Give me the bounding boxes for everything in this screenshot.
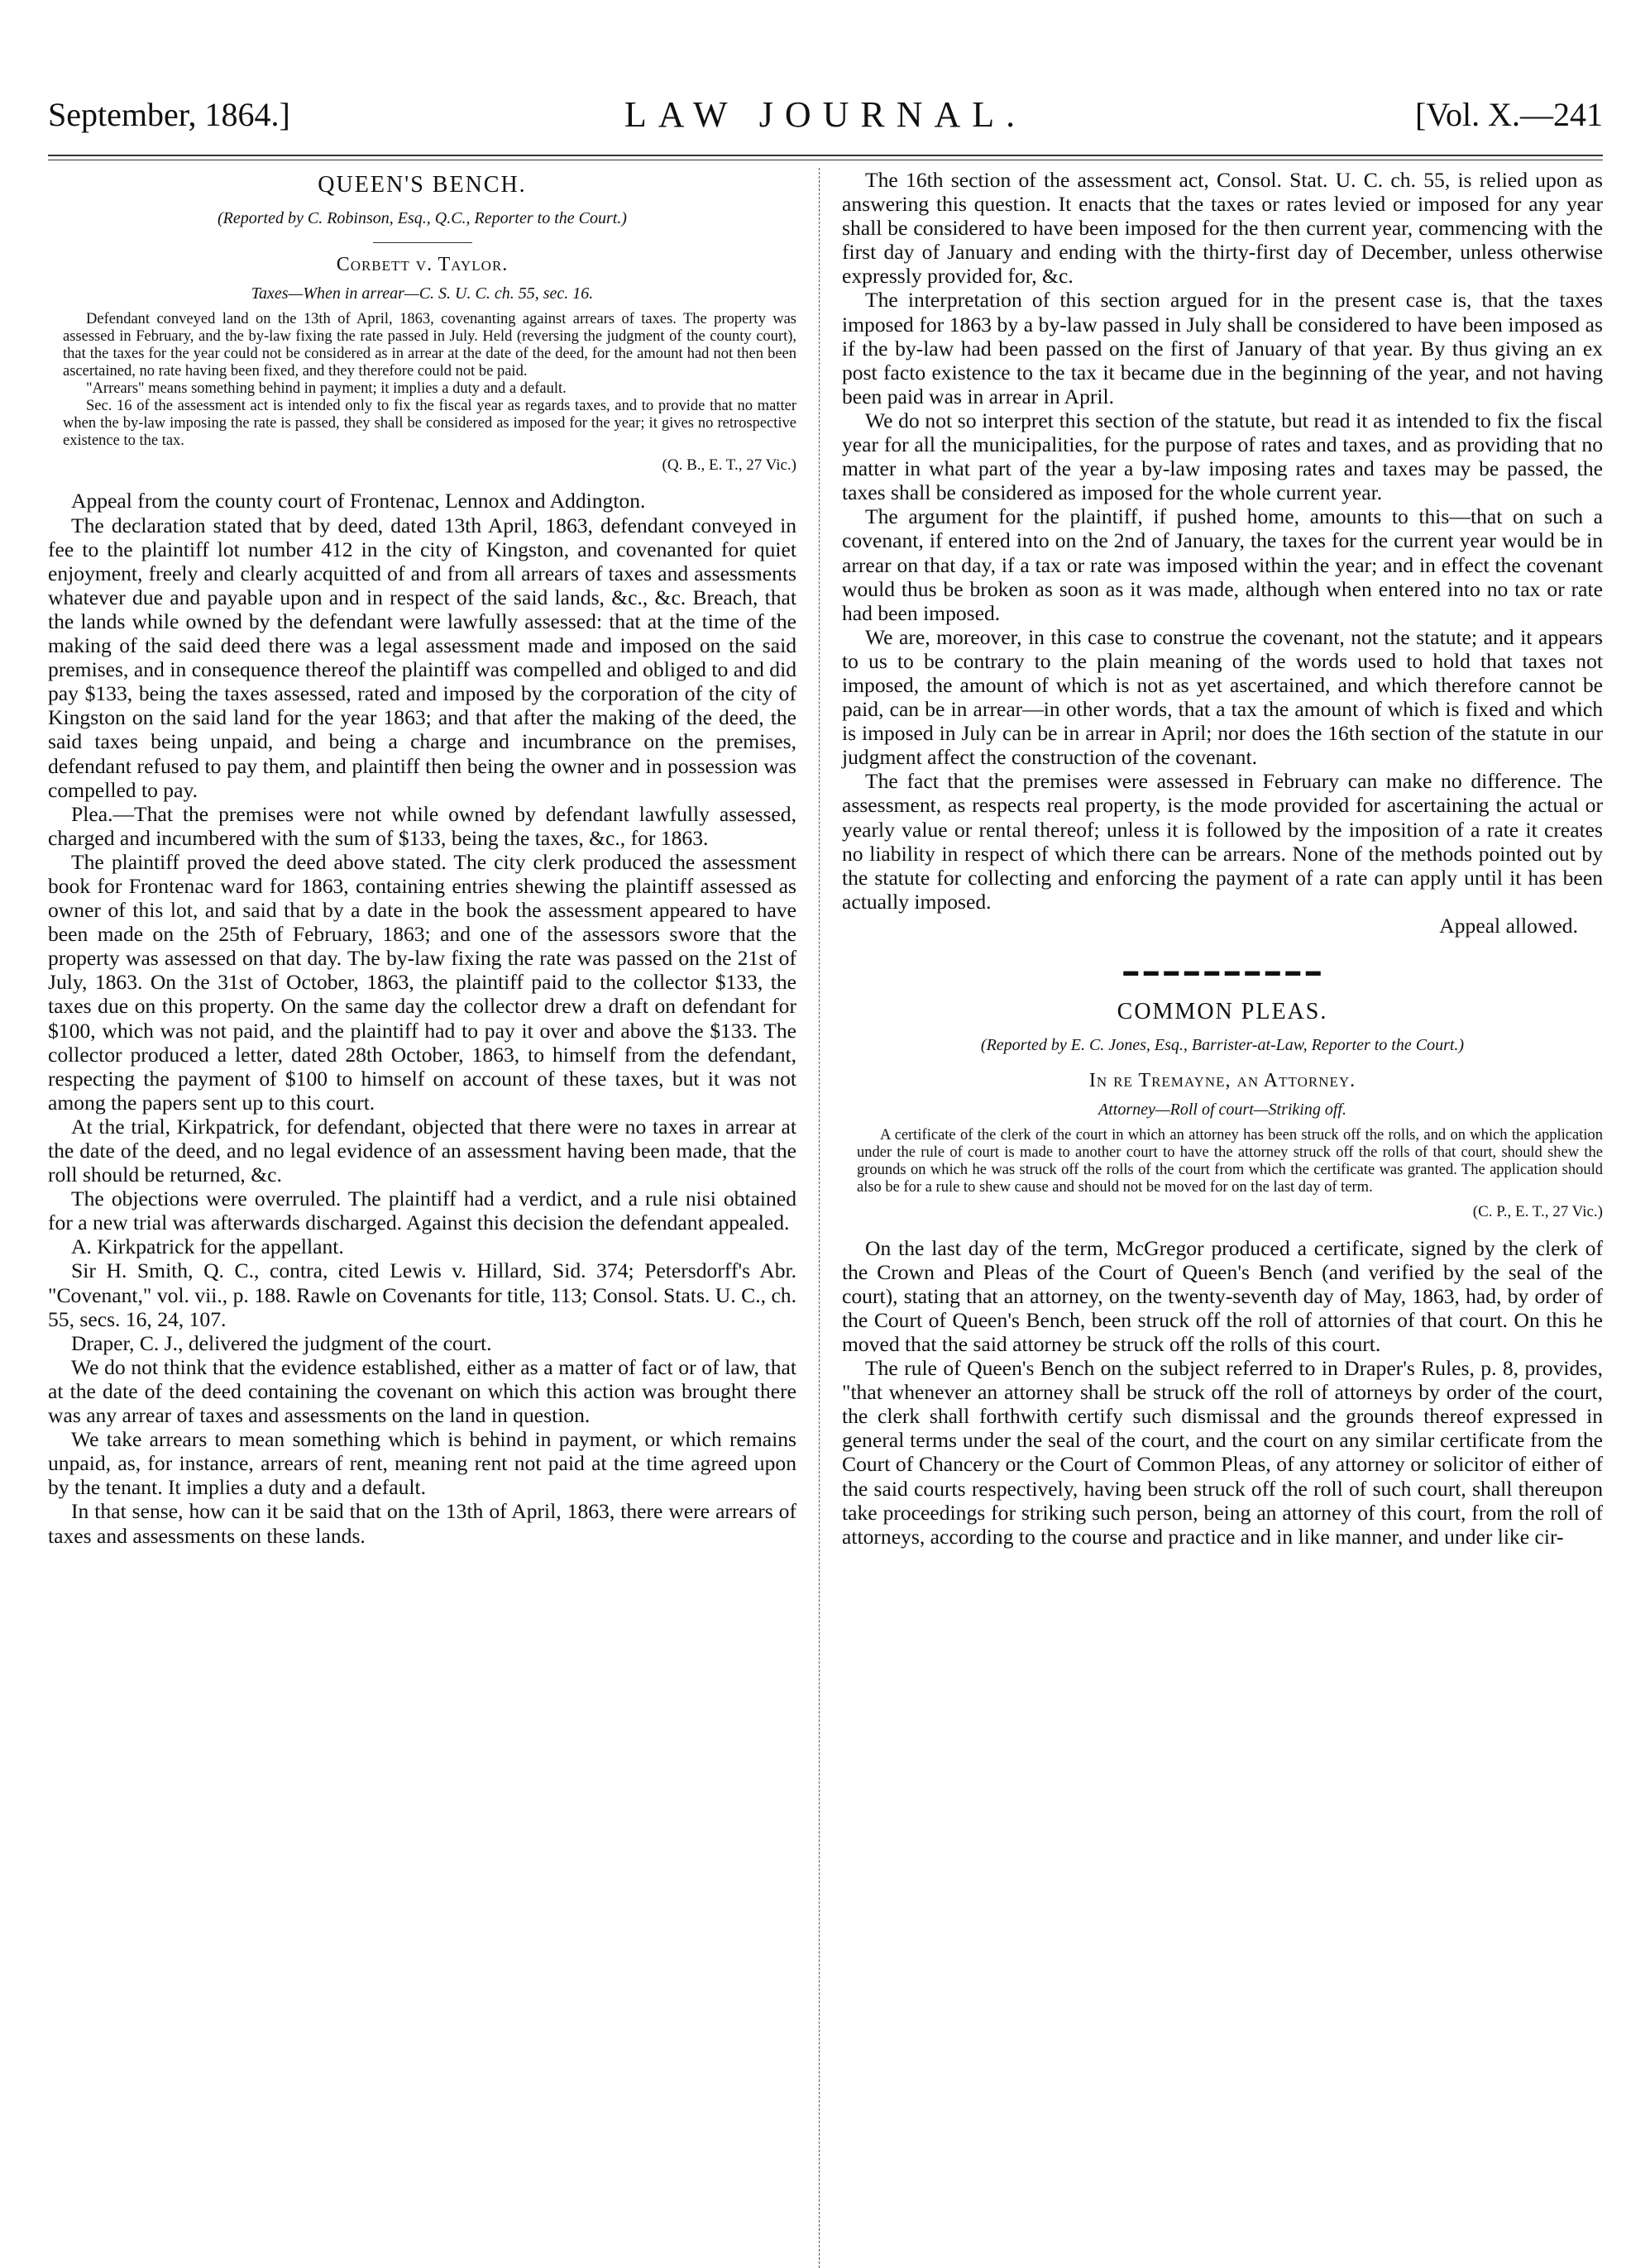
court-heading: QUEEN'S BENCH. [318, 172, 527, 198]
short-rule [373, 242, 472, 243]
right-column [842, 168, 1603, 1549]
paragraph: The argument for the plaintiff, if pushed home, amounts to this—that on such a covenant, if entered into on the 2nd of January, the taxes for the current year would be in arrear on that day, if a tax or rate was imposed within the year; and in effect the covenant would thus be broken as soon as it was made, although when entered into no tax or rate had been imposed. [842, 504, 1603, 625]
reporter-line: (Reported by E. C. Jones, Esq., Barrister-at-Law, Reporter to the Court.) [980, 1036, 1465, 1055]
paragraph: The declaration stated that by deed, dated 13th April, 1863, defendant conveyed in fee to the plaintiff lot number 412 in the city of Kingston, and covenanted for quiet enjoyment, freely and clearly acquitted of and from all arrears of taxes and assessments whatever due and payable upon and in respect of the said lands, &c., &c. Breach, that the lands while owned by the defendant were lawfully assessed: that at the time of the making of the said deed there was a legal assessment made and imposed on the said premises, and in consequence thereof the plaintiff was compelled and obliged to and did pay $133, being the taxes assessed, rated and imposed by the corporation of the city of Kingston on the said land for the year 1863; and that after the making of the deed, the said taxes being unpaid, and being a charge and incumbrance on the premises, defendant refused to pay them, and plaintiff then being the owner and in possession was compelled to pay. [48, 513, 796, 802]
headnote: "Arrears" means something behind in payment; it implies a duty and a default. [86, 380, 567, 398]
paragraph: Plea.—That the premises were not while owned by defendant lawfully assessed, charged and incumbered with the sum of $133, being the taxes, &c., for 1863. [48, 801, 796, 850]
headnote: Sec. 16 of the assessment act is intended only to fix the fiscal year as regards taxes, and to provide that no matter when the by-law imposing the rate is passed, they shall be considered as imposed for the year; it gives no retrospective existence to the tax. [63, 398, 796, 450]
case-topic: Attorney—Roll of court—Striking off. [1098, 1101, 1346, 1120]
page-header [48, 79, 1603, 145]
paragraph: Sir H. Smith, Q. C., contra, cited Lewis v. Hillard, Sid. 374; Petersdorff's Abr. "Covenant," vol. vii., p. 188. Rawle on Covenants for title, 113; Consol. Stats. U. C., ch. 55, secs. 16, 24, 107. [48, 1258, 796, 1331]
journal-title: LAW JOURNAL. [624, 94, 1027, 135]
headnote: A certificate of the clerk of the court in which an attorney has been struck off the rolls, and on which the application under the rule of court is made to another court to have the attorney struck off the rolls of that court, should shew the grounds on which he was struck off the rolls of the court from which the certificate was granted. The application should also be for a rule to shew cause and should not be moved for on the last day of term. [857, 1127, 1603, 1196]
journal-page [48, 79, 1603, 1549]
paragraph: We do not think that the evidence established, either as a matter of fact or of law, that at the date of the deed containing the covenant on which this action was brought there was any arrear of taxes and assessments on the land in question. [48, 1354, 796, 1428]
column-divider [819, 168, 820, 2268]
case-title: In re Tremayne, an Attorney. [1088, 1070, 1356, 1092]
reporter-line: (Reported by C. Robinson, Esq., Q.C., Reporter to the Court.) [218, 209, 627, 228]
paragraph: The rule of Queen's Bench on the subject referred to in Draper's Rules, p. 8, provides, "that whenever an attorney shall be struck off the roll of attorneys by order of the court, the clerk shall forthwith certify such dismissal and the grounds thereof expressed in general terms under the seal of the court, and the court on any similar certificate from the Court of Chancery or the Court of Common Pleas, of any attorney or solicitor of either of the said courts respectively, having been struck off the roll of such court, shall thereupon take proceedings for striking such person, being an attorney of this court, from the roll of attorneys, according to the course and practice and in like manner, and under like cir- [842, 1356, 1603, 1549]
court-heading: COMMON PLEAS. [1117, 999, 1328, 1025]
case-citation: (Q. B., E. T., 27 Vic.) [662, 456, 796, 475]
paragraph: The objections were overruled. The plaintiff had a verdict, and a rule nisi obtained for a new trial was afterwards discharged. Against this decision the defendant appealed. [48, 1187, 796, 1235]
section-separator: ▬ ▬ ▬ ▬ ▬ ▬ ▬ ▬ ▬ ▬ [1123, 962, 1322, 979]
case-topic: Taxes—When in arrear—C. S. U. C. ch. 55, sec. 16. [251, 284, 594, 303]
paragraph: We take arrears to mean something which is behind in payment, or which remains unpaid, as, for instance, arrears of rent, meaning rent not paid at the time agreed upon by the tenant. It implies a duty and a default. [48, 1427, 796, 1500]
paragraph: A. Kirkpatrick for the appellant. [71, 1234, 344, 1259]
paragraph: In that sense, how can it be said that on the 13th of April, 1863, there were arrears of taxes and assessments on these lands. [48, 1499, 796, 1548]
paragraph: At the trial, Kirkpatrick, for defendant, objected that there were no taxes in arrear at the date of the deed, and no legal evidence of an assessment having been made, that the roll should be returned, &c. [48, 1114, 796, 1187]
case-title: Corbett v. Taylor. [336, 254, 509, 276]
paragraph: The fact that the premises were assessed in February can make no difference. The assessment, as respects real property, is the mode provided for ascertaining the actual or yearly value or rental thereof; unless it is followed by the imposition of a rate it creates no liability in respect of which there can be arrears. None of the methods pointed out by the statute for collecting and enforcing the payment of a rate can apply until it has been actually imposed. [842, 769, 1603, 914]
case-citation: (C. P., E. T., 27 Vic.) [1472, 1203, 1603, 1221]
paragraph: The plaintiff proved the deed above stated. The city clerk produced the assessment book for Frontenac ward for 1863, containing entries shewing the plaintiff assessed as owner of this lot, and said that by a date in the book the assessment appeared to have been made on the 25th of February, 1863; and one of the assessors swore that the property was assessed on that day. The by-law fixing the rate was passed on the 21st of July, 1863. On the 31st of October, 1863, the plaintiff paid to the collector $133, the taxes due on this property. On the same day the collector drew a draft on defendant for $100, which was not paid, and the plaintiff had to pay it over and above the $133. The collector produced a letter, dated 28th October, 1863, to himself from the defendant, respecting the payment of $100 to himself on account of these taxes, but it was not among the papers sent up to this court. [48, 849, 796, 1115]
paragraph: Appeal from the county court of Frontenac, Lennox and Addington. [71, 489, 646, 513]
paragraph: The 16th section of the assessment act, Consol. Stat. U. C. ch. 55, is relied upon as answering this question. It enacts that the taxes or rates levied or imposed for any year shall be considered to have been imposed for the then current year, commencing with the first day of January and ending with the thirty-first day of December, unless otherwise expressly provided for, &c. [842, 168, 1603, 289]
volume-page: [Vol. X.—241 [1414, 96, 1603, 133]
paragraph: Draper, C. J., delivered the judgment of the court. [71, 1330, 492, 1355]
paragraph: We do not so interpret this section of the statute, but read it as intended to fix the fiscal year for all the municipalities, for the purpose of rates and taxes, and as providing that no matter in what part of the year a by-law imposing rates and taxes may be passed, the taxes shall be considered as imposed for the whole current year. [842, 408, 1603, 505]
paragraph: On the last day of the term, McGregor produced a certificate, signed by the clerk of the Crown and Pleas of the Court of Queen's Bench (and verified by the seal of the court), stating that an attorney, on the twenty-seventh day of May, 1863, had, by order of the Court of Queen's Bench, been struck off the roll of attornies of that court. On this he moved that the said attorney be struck off the rolls of this court. [842, 1235, 1603, 1356]
issue-date: September, 1864.] [48, 96, 290, 133]
decision: Appeal allowed. [1439, 913, 1578, 938]
paragraph: We are, moreover, in this case to construe the covenant, not the statute; and it appears to us to be contrary to the plain meaning of the words used to hold that taxes not imposed, the amount of which is not as yet ascertained, and which therefore cannot be paid, can be in arrear—in other words, that a tax the amount of which is fixed and which is imposed in July can be in arrear in April; nor does the 16th section of the statute in our judgment affect the construction of the covenant. [842, 624, 1603, 770]
left-column [48, 168, 796, 1548]
paragraph: The interpretation of this section argued for in the present case is, that the taxes imposed for 1863 by a by-law passed in July shall be considered to have been imposed as if the by-law had been passed on the first of January of that year. By thus giving an ex post facto existence to the tax it became due in the beginning of the year, and not having been paid was in arrear in April. [842, 288, 1603, 408]
headnote: Defendant conveyed land on the 13th of April, 1863, covenanting against arrears of taxes. The property was assessed in February, and the by-law fixing the rate passed in July. Held (reversing the judgment of the county court), that the taxes for the year could not be considered as in arrear at the date of the deed, for the amount had not then been ascertained, no rate having been fixed, and they therefore could not be paid. [63, 311, 796, 380]
header-rule [48, 155, 1603, 156]
